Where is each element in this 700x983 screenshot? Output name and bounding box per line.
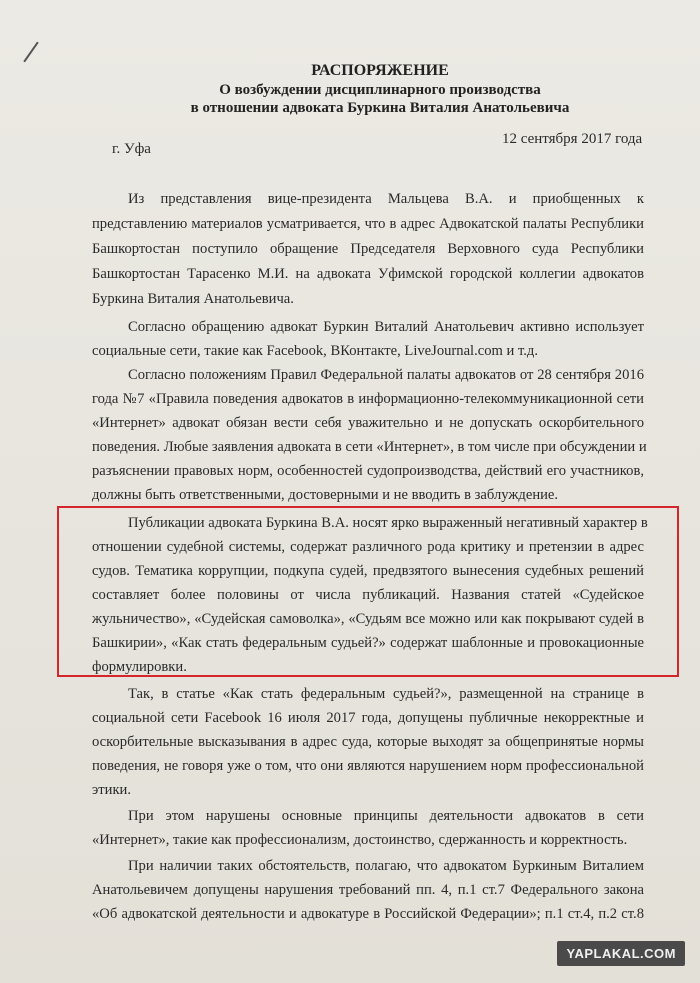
text-line: Из представления вице-президента Мальцева В.А. и приобщенных к — [128, 191, 644, 207]
text-line: поведения, не говоря уже о том, что они являются нарушением норм профессиональной — [92, 758, 644, 774]
text-line: социальные сети, такие как Facebook, ВКонтакте, LiveJournal.com и т.д. — [92, 343, 538, 359]
text-line: «Интернет» адвокат обязан вести себя уважительно и не допускать оскорбительного — [92, 415, 644, 431]
text-line: года №7 «Правила поведения адвокатов в информационно-телекоммуникационной сети — [92, 391, 644, 407]
document-date: 12 сентября 2017 года — [502, 131, 643, 147]
text-line: отношении судебной системы, содержат различного рода критику и претензии в адрес — [92, 539, 644, 555]
text-line: Так, в статье «Как стать федеральным судьей?», размещенной на странице в — [128, 686, 644, 702]
text-line: «Интернет», такие как профессионализм, достоинство, сдержанность и корректность. — [92, 832, 628, 848]
document-subtitle-1: О возбуждении дисциплинарного производства — [219, 82, 541, 98]
text-line: Башкортостан поступило обращение Председателя Верховного суда Республики — [92, 241, 644, 257]
document-title: РАСПОРЯЖЕНИЕ — [311, 62, 449, 79]
text-line: Публикации адвоката Буркина В.А. носят ярко выраженный негативный характер в — [128, 515, 648, 531]
text-line: «Об адвокатской деятельности и адвокатуре в Российской Федерации»; п.1 ст.4, п.2 ст.8 — [92, 906, 644, 922]
site-watermark: YAPLAKAL.COM — [557, 941, 685, 966]
text-line: разъяснении правовых норм, особенностей судопроизводства, действий его участников, — [92, 463, 644, 479]
text-line: формулировки. — [92, 659, 187, 675]
text-line: этики. — [92, 782, 131, 798]
text-line: Башкортостан Тарасенко М.И. на адвоката Уфимской городской коллегии адвокатов — [92, 266, 644, 282]
text-line: оскорбительные высказывания в адрес суда, которые выходят за общепринятые нормы — [92, 734, 644, 750]
text-line: Башкирии», «Как стать федеральным судьей?» содержат шаблонные и провокационные — [92, 635, 644, 651]
document-city: г. Уфа — [112, 141, 151, 157]
pen-mark — [23, 42, 38, 63]
text-line: судов. Тематика коррупции, подкупа судей, предвзятого вынесения судебных решений — [92, 563, 644, 579]
text-line: жульничество», «Судейская самоволка», «Судьям все можно или как покрывают судей в — [92, 611, 644, 627]
text-line: При наличии таких обстоятельств, полагаю, что адвокатом Буркиным Виталием — [128, 858, 644, 874]
document-subtitle-2: в отношении адвоката Буркина Виталия Анатольевича — [190, 100, 570, 116]
text-line: Буркина Виталия Анатольевича. — [92, 291, 294, 307]
text-line: Согласно положениям Правил Федеральной палаты адвокатов от 28 сентября 2016 — [128, 367, 644, 383]
text-line: должны быть ответственными, достоверными и не вводить в заблуждение. — [92, 487, 559, 503]
text-line: социальной сети Facebook 16 июля 2017 года, допущены публичные некорректные и — [92, 710, 644, 726]
text-line: Анатольевичем допущены нарушения требований пп. 4, п.1 ст.7 Федерального закона — [92, 882, 644, 898]
text-line: представлению материалов усматривается, что в адрес Адвокатской палаты Республики — [92, 216, 644, 232]
text-line: составляет более половины от числа публикаций. Названия статей «Судейское — [92, 587, 644, 603]
text-line: При этом нарушены основные принципы деятельности адвокатов в сети — [128, 808, 644, 824]
text-line: Согласно обращению адвокат Буркин Виталий Анатольевич активно использует — [128, 319, 644, 335]
text-line: поведения. Любые заявления адвоката в сети «Интернет», в том числе при обсуждении и — [92, 439, 647, 455]
